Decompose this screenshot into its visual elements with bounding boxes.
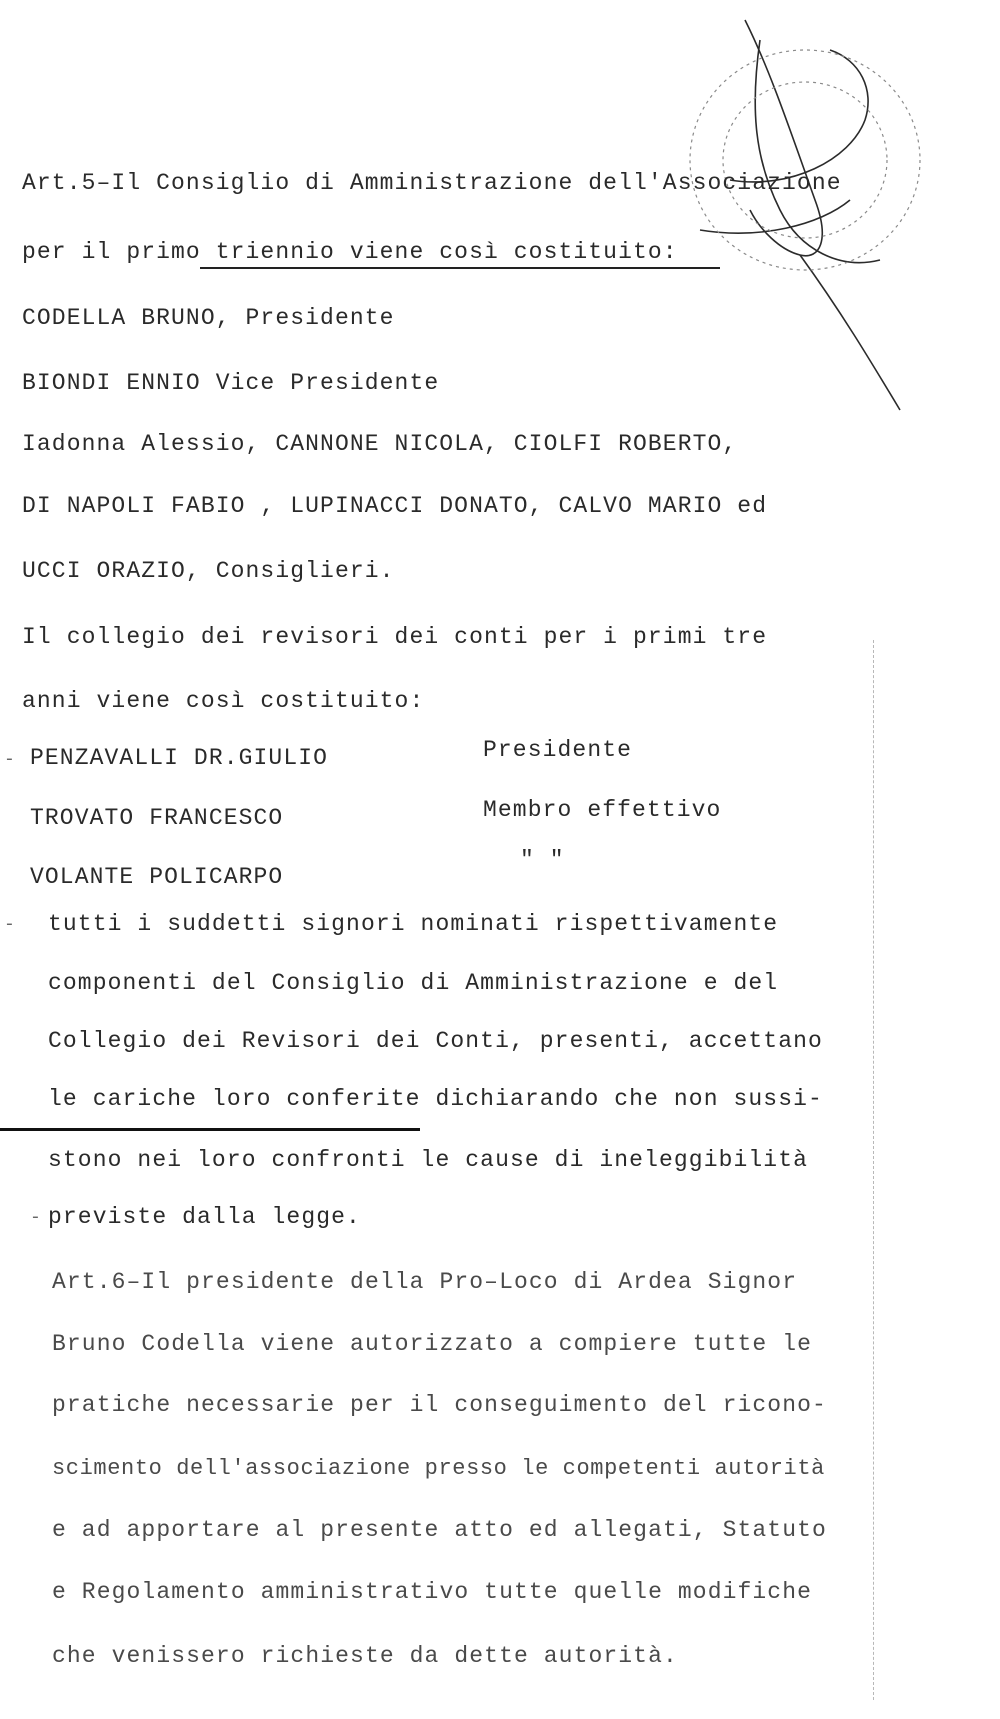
text-line: le cariche loro conferite dichiarando che non sussi- — [48, 1086, 823, 1112]
text-line: componenti del Consiglio di Amministrazione e del — [48, 970, 779, 996]
auditor-role: " " — [520, 847, 565, 873]
text-line: tutti i suddetti signori nominati rispettivamente — [48, 911, 779, 937]
stamp-signature — [640, 10, 970, 440]
text-line: Bruno Codella viene autorizzato a compiere tutte le — [52, 1331, 813, 1357]
margin-line — [873, 640, 875, 1700]
text-line: UCCI ORAZIO, Consiglieri. — [22, 558, 395, 584]
auditor-role: Membro effettivo — [483, 797, 722, 823]
text-line: pratiche necessarie per il conseguimento del ricono- — [52, 1392, 827, 1418]
text-line: BIONDI ENNIO Vice Presidente — [22, 370, 440, 396]
text-line: Collegio dei Revisori dei Conti, presenti, accettano — [48, 1028, 823, 1054]
auditor-name: TROVATO FRANCESCO — [30, 805, 284, 831]
text-line: previste dalla legge. — [48, 1204, 361, 1230]
auditor-role: Presidente — [483, 737, 633, 763]
text-line: e ad apportare al presente atto ed allegati, Statuto — [52, 1517, 827, 1543]
text-line: DI NAPOLI FABIO , LUPINACCI DONATO, CALVO MARIO ed — [22, 493, 768, 519]
horizontal-rule — [0, 1128, 420, 1131]
text-line: Il collegio dei revisori dei conti per i primi tre — [22, 624, 768, 650]
margin-mark: - — [4, 750, 15, 770]
text-line: anni viene così costituito: — [22, 688, 425, 714]
text-line: per il primo triennio viene così costituito: — [22, 239, 678, 265]
margin-mark: - — [30, 1208, 41, 1228]
margin-mark: - — [4, 915, 15, 935]
underline-mark — [200, 267, 720, 269]
text-line: che venissero richieste da dette autorità. — [52, 1643, 678, 1669]
text-line: Iadonna Alessio, CANNONE NICOLA, CIOLFI ROBERTO, — [22, 431, 738, 457]
text-line: e Regolamento amministrativo tutte quelle modifiche — [52, 1579, 813, 1605]
text-line: CODELLA BRUNO, Presidente — [22, 305, 395, 331]
text-line: scimento dell'associazione presso le competenti autorità — [52, 1456, 825, 1481]
text-line: Art.6–Il presidente della Pro–Loco di Ardea Signor — [52, 1269, 798, 1295]
auditor-name: VOLANTE POLICARPO — [30, 864, 284, 890]
auditor-name: PENZAVALLI DR.GIULIO — [30, 745, 329, 771]
text-line: stono nei loro confronti le cause di ineleggibilità — [48, 1147, 809, 1173]
text-line: Art.5–Il Consiglio di Amministrazione dell'Associazione — [22, 170, 842, 196]
